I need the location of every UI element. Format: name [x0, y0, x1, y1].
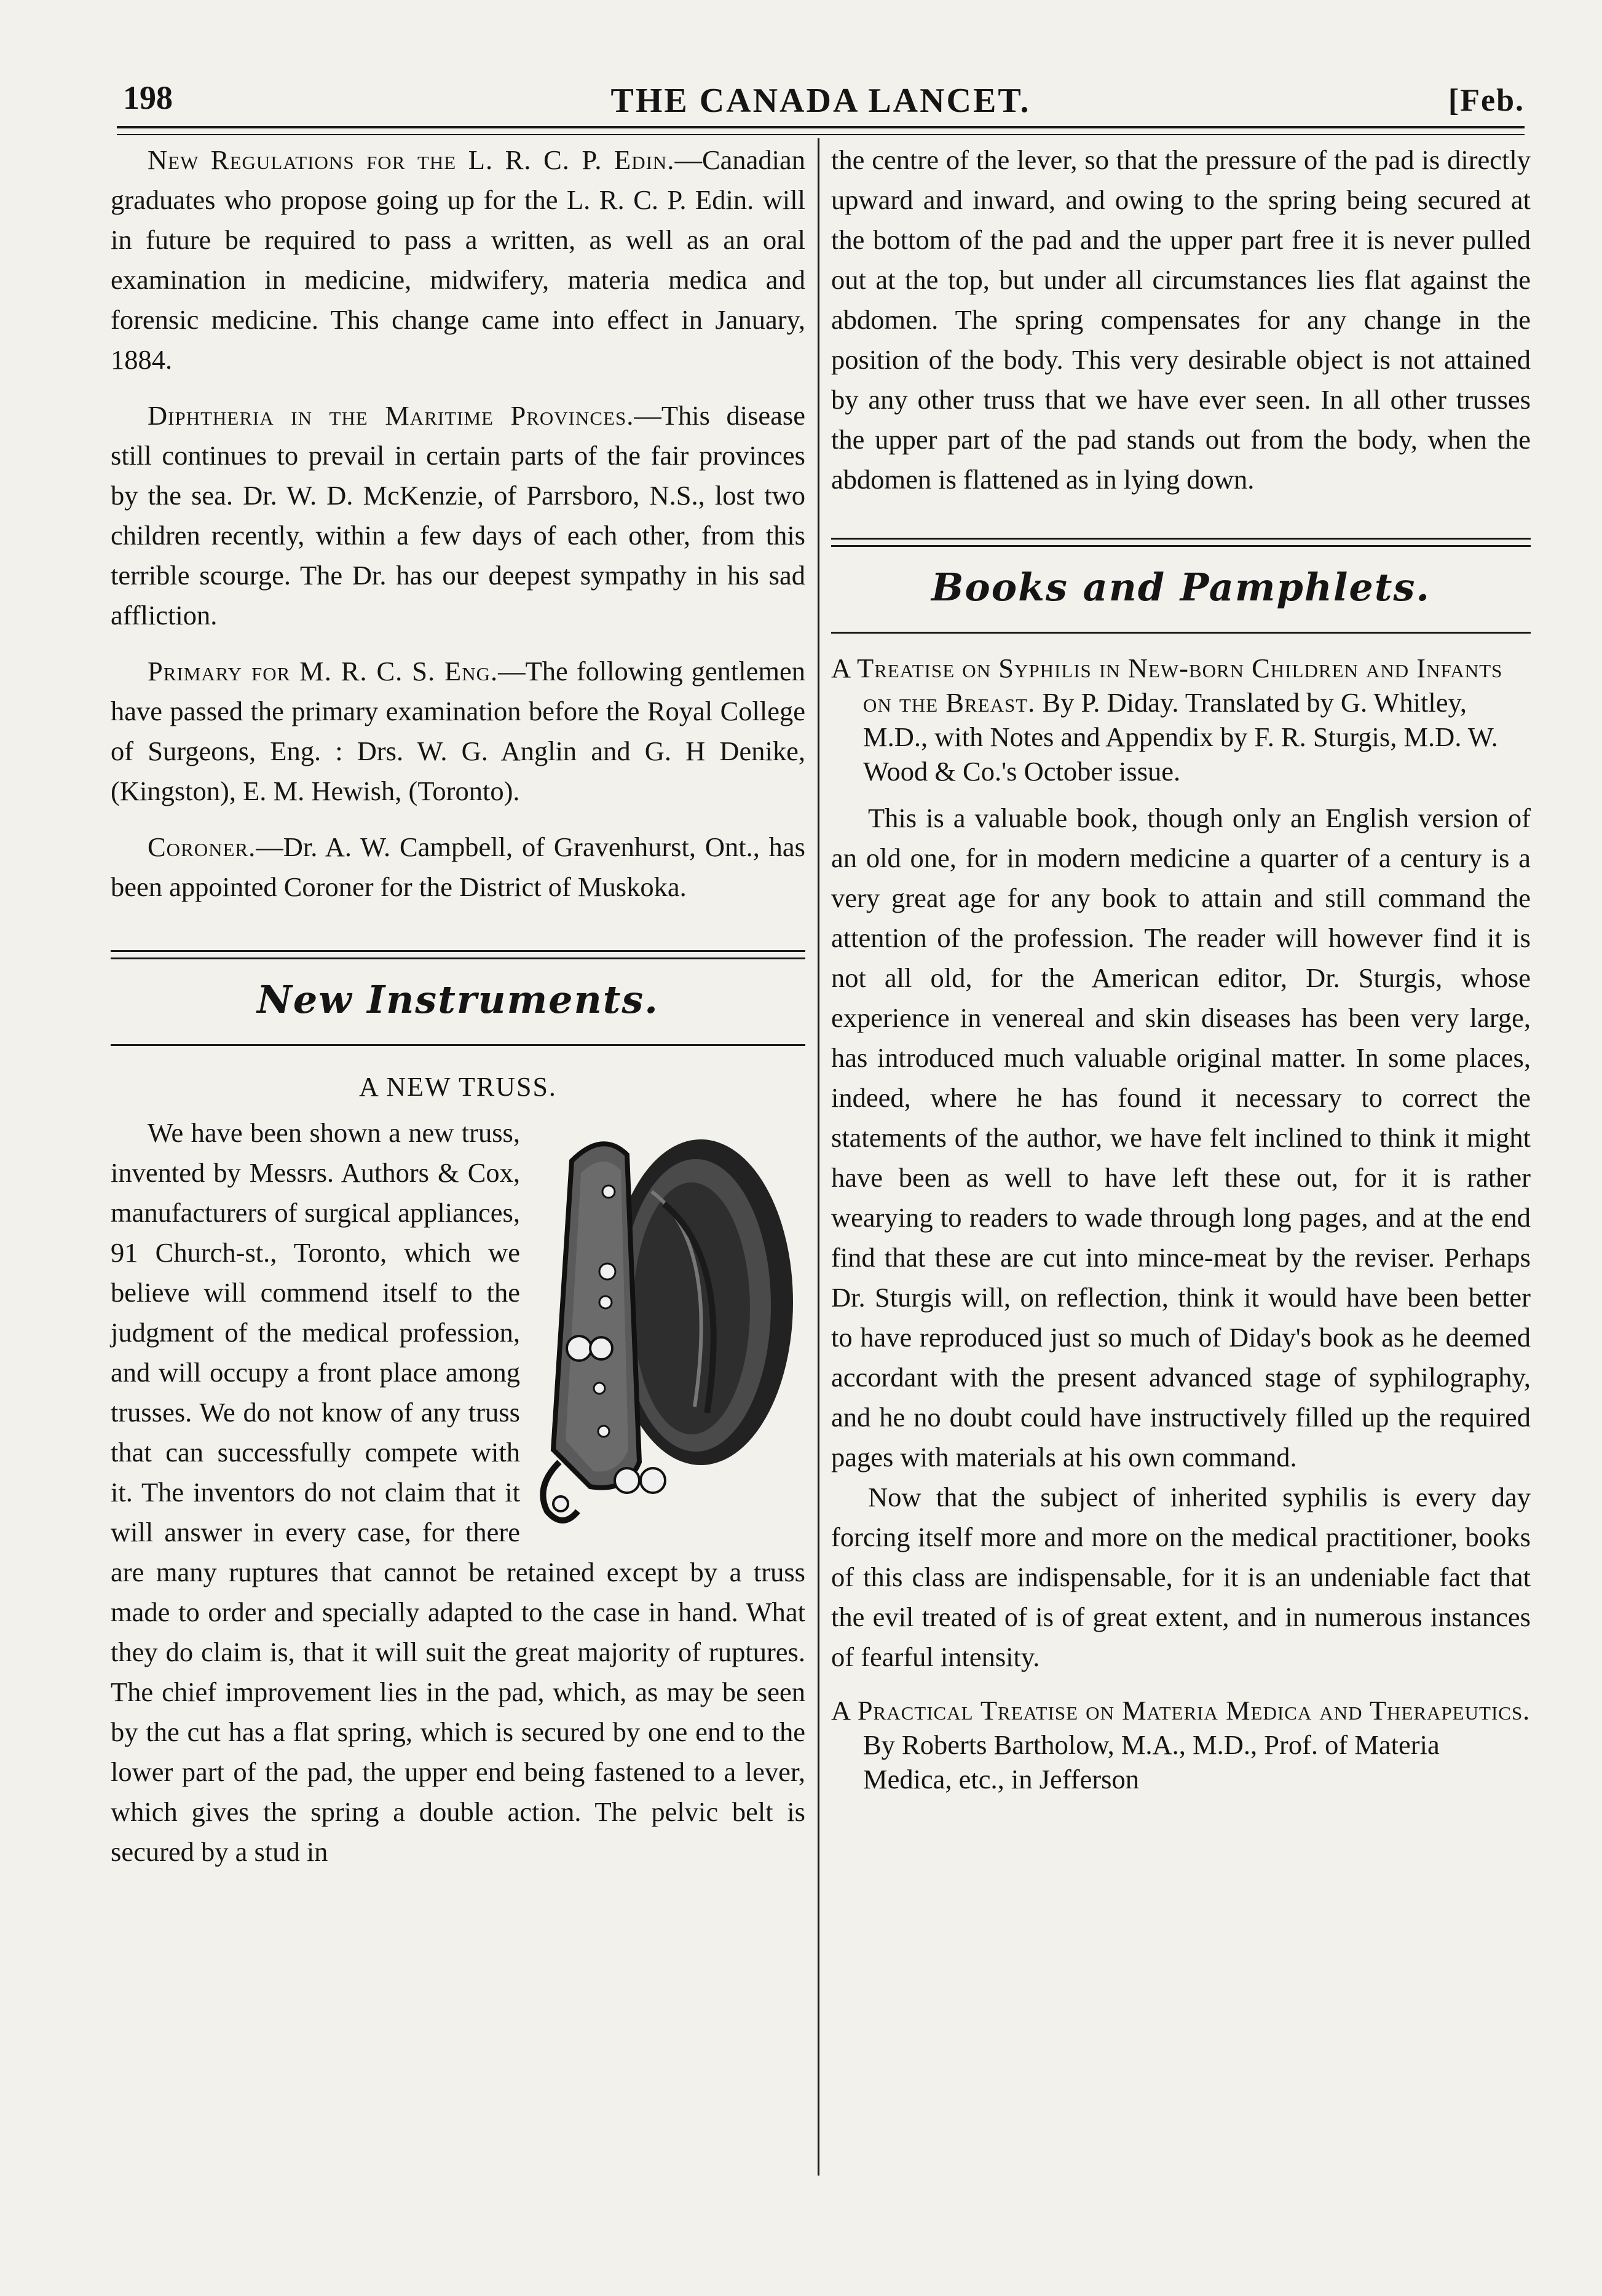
issue-month: [Feb.: [1448, 83, 1525, 118]
review-paragraph: This is a valuable book, though only an English version of an old one, for in modern medicine a quarter of a century is a very great age for any book to attain and still command the attention of the profession. The reader will however find it is not all old, for the American editor, Dr. Sturgis, whose experience in venereal and skin diseases has been very large, has introduced much valuable original matter. In some places, indeed, where he has found it necessary to correct the statements of the author, we have felt inclined to think it might have been as well to have left these out, for it is rather wearying to readers to wade through long pages, and at the end find that these are cut into mince-meat by the reviser. Perhaps Dr. Sturgis will, on reflection, think it would have been better to have reproduced just so much of Diday's book as he deemed accordant with the present advanced stage of syphilography, and he no doubt could have instructively filled up the required pages with materials at his own command.: [831, 803, 1531, 1472]
section-rule: [111, 1044, 805, 1046]
header-rule-thin: [117, 134, 1525, 135]
book-title: A Practical Treatise on Materia Medica and Therapeutics.: [831, 1695, 1531, 1726]
news-item-title: Diphtheria in the Maritime Provinces.: [148, 400, 634, 431]
news-item-title: New Regulations for the L. R. C. P. Edin.: [148, 144, 675, 175]
journal-title: THE CANADA LANCET.: [610, 82, 1031, 120]
book-details: By P. Diday. Translated by G. Whitley, M.D., with Notes and Appendix by F. R. Sturgis, M.D. W. Wood & Co.'s October issue.: [863, 687, 1498, 787]
article-body: We have been shown a new truss, invented by Messrs. Authors & Cox, manufacturers of surgical appliances, 91 Church-st., Toronto, which we believe will commend itself to the judgment of the medical profession, and will occupy a front place among trusses. We do not know of any truss that can successfully compete with it. The inventors do not claim that it will answer in every case, for there are many ruptures that cannot be retained except by a truss made to order and specially adapted to the case in hand. What they do claim is, that it will suit the great majority of ruptures. The chief improvement lies in the pad, which, as may be seen by the cut has a flat spring, which is secured by one end to the lower part of the pad, the upper end being fastened to a lever, which gives the spring a double action. The pelvic belt is secured by a stud in: [111, 1117, 805, 1867]
column-divider: [818, 138, 819, 2176]
page-number: 198: [123, 79, 173, 116]
news-item-primary: [111, 651, 805, 811]
right-column: [831, 140, 1531, 1796]
book-entry-materia-medica: [831, 1693, 1531, 1796]
book-entry-syphilis: [831, 651, 1531, 788]
news-item-title: Primary for M. R. C. S. Eng.: [148, 656, 499, 686]
news-item-title: Coroner.: [148, 832, 256, 862]
truss-figure: [535, 1118, 805, 1548]
running-head: [117, 79, 1525, 128]
news-item-regulations: [111, 140, 805, 380]
news-item-coroner: [111, 827, 805, 907]
section-rule: [831, 632, 1531, 634]
news-item-body: —Dr. A. W. Campbell, of Gravenhurst, Ont., has been appointed Coroner for the District of Muskoka.: [111, 832, 805, 902]
news-item-diphtheria: [111, 396, 805, 635]
section-double-rule: [831, 538, 1531, 547]
book-title: A Treatise on Syphilis in New-born Children and Infants on the Breast.: [831, 653, 1503, 718]
news-item-body: —The following gentlemen have passed the primary examination before the Royal College of Surgeons, Eng. : Drs. W. G. Anglin and G. H Denike, (Kingston), E. M. Hewish, (Toronto).: [111, 656, 805, 806]
truss-illustration-icon: [535, 1118, 805, 1548]
section-heading-new-instruments: New Instruments.: [257, 977, 659, 1022]
article-continuation: the centre of the lever, so that the pressure of the pad is directly upward and inward, and owing to the spring being secured at the bottom of the pad and the upper part free it is never pulled out at the top, but under all circumstances lies flat against the abdomen. The spring compensates for any change in the position of the body. This very desirable object is not attained by any other truss that we have ever seen. In all other trusses the upper part of the pad stands out from the body, when the abdomen is flattened as in lying down.: [831, 144, 1531, 495]
header-rule: [117, 126, 1525, 128]
left-column: [111, 140, 805, 1872]
book-details: By Roberts Bartholow, M.A., M.D., Prof. of Materia Medica, etc., in Jefferson: [863, 1729, 1440, 1795]
article-title: A NEW TRUSS.: [359, 1072, 557, 1102]
section-heading-books-pamphlets: Books and Pamphlets.: [931, 565, 1431, 610]
news-item-body: —This disease still continues to prevail in certain parts of the fair provinces by the sea. Dr. W. D. McKenzie, of Parrsboro, N.S., lost two children recently, within a few days of each other, from this terrible scourge. The Dr. has our deepest sympathy in his sad affliction.: [111, 400, 805, 631]
review-paragraph: Now that the subject of inherited syphilis is every day forcing itself more and more on the medical practitioner, books of this class are indispensable, for it is an undeniable fact that the evil treated of is of great extent, and in numerous instances of fearful intensity.: [831, 1482, 1531, 1672]
news-item-body: —Canadian graduates who propose going up for the L. R. C. P. Edin. will in future be required to pass a written, as well as an oral examination in medicine, midwifery, materia medica and forensic medicine. This change came into effect in January, 1884.: [111, 144, 805, 375]
section-double-rule: [111, 950, 805, 959]
